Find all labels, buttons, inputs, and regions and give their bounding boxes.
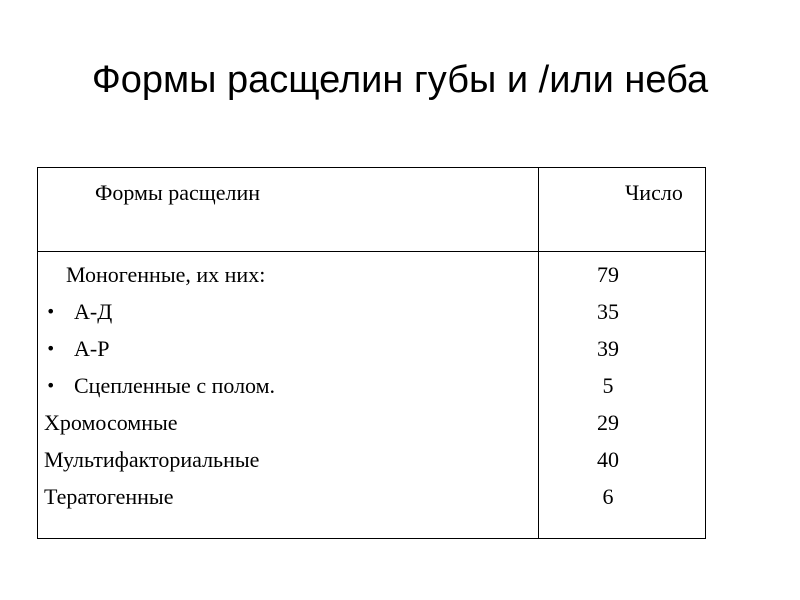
cleft-forms-table	[37, 167, 706, 539]
row-value: 6	[602, 484, 614, 509]
row-value: 39	[597, 336, 619, 361]
row-label: Тератогенные	[44, 484, 174, 509]
row-value: 5	[602, 373, 614, 398]
table-row-label	[38, 299, 538, 336]
row-value: 79	[597, 262, 619, 287]
row-value: 29	[597, 410, 619, 435]
row-value: 40	[597, 447, 619, 472]
bullet-icon: •	[46, 302, 56, 321]
row-value: 35	[597, 299, 619, 324]
table-row-label	[38, 336, 538, 373]
bullet-icon: •	[46, 339, 56, 358]
table-row-label	[38, 373, 538, 410]
count-column	[539, 262, 705, 521]
header-count: Число	[625, 180, 683, 205]
row-label: Хромосомные	[44, 410, 178, 435]
header-forms: Формы расщелин	[95, 180, 261, 205]
table-row-label	[38, 447, 538, 484]
row-label: А-Д	[74, 299, 113, 324]
bullet-icon: •	[46, 376, 56, 395]
header-divider	[38, 251, 705, 252]
row-label: А-Р	[74, 336, 110, 361]
table-row-label	[38, 410, 538, 447]
table-row-label	[38, 262, 538, 299]
slide-title: Формы расщелин губы и /или неба	[91, 59, 709, 101]
row-label: Моногенные, их них:	[66, 262, 266, 287]
row-label: Сцепленные с полом.	[74, 373, 276, 398]
row-label: Мультифакториальные	[44, 447, 260, 472]
label-column	[38, 262, 538, 521]
table-row-label	[38, 484, 538, 521]
